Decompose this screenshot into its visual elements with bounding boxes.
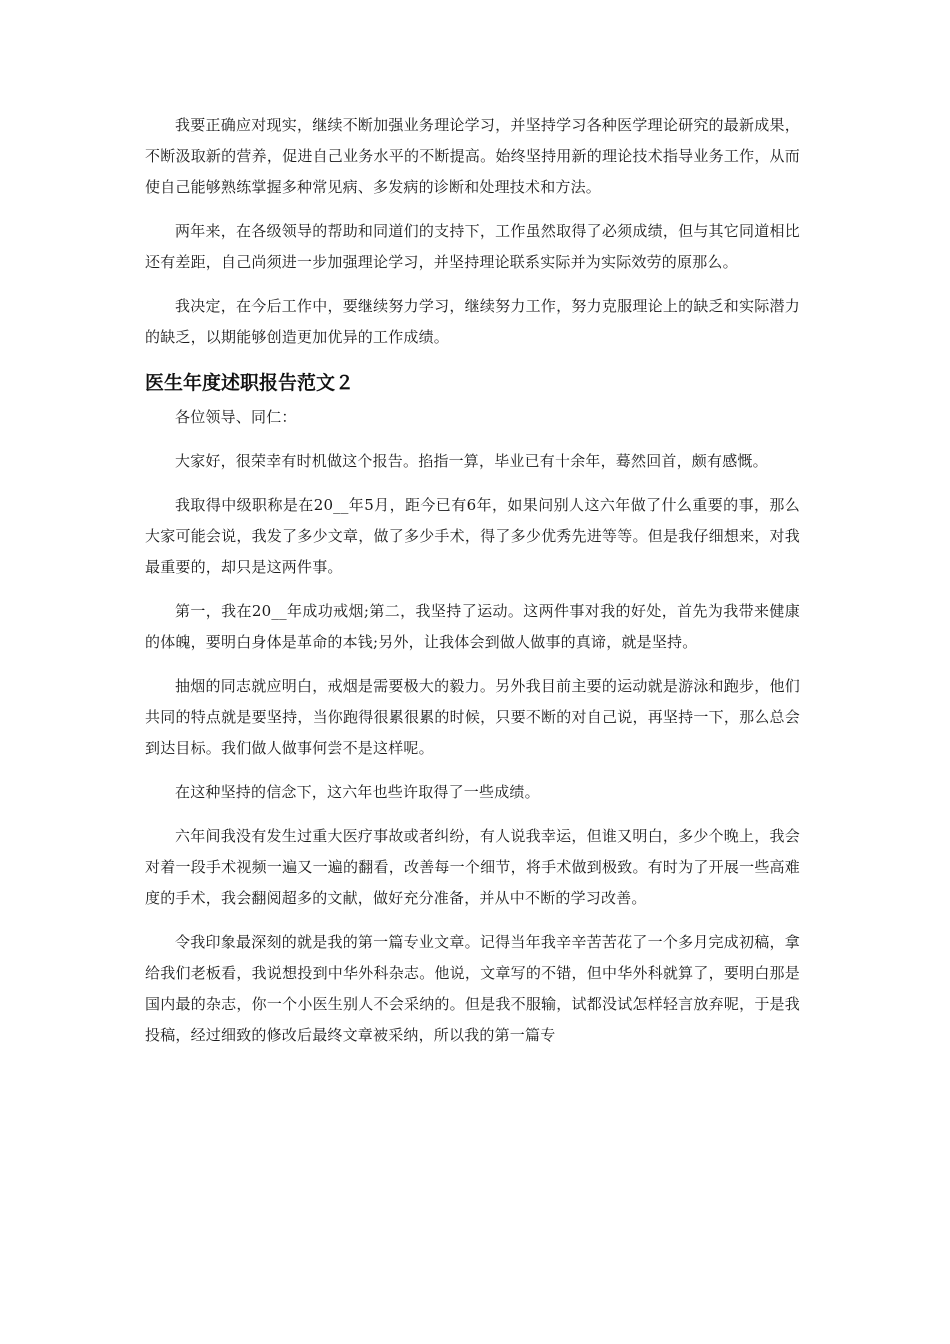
paragraph: 两年来，在各级领导的帮助和同道们的支持下，工作虽然取得了必须成绩，但与其它同道相比还有差距，自己尚须进一步加强理论学习，并坚持理论联系实际并为实际效劳的原那么。 [145, 222, 800, 271]
section-heading: 医生年度述职报告范文２ [145, 372, 355, 394]
document-body [145, 110, 800, 1064]
paragraph: 我要正确应对现实，继续不断加强业务理论学习，并坚持学习各种医学理论研究的最新成果，不断汲取新的营养，促进自己业务水平的不断提高。始终坚持用新的理论技术指导业务工作，从而使自己能够熟练掌握多种常见病、多发病的诊断和处理技术和方法。 [145, 116, 800, 196]
paragraph: 抽烟的同志就应明白，戒烟是需要极大的毅力。另外我目前主要的运动就是游泳和跑步，他们共同的特点就是要坚持，当你跑得很累很累的时候，只要不断的对自己说，再坚持一下，那么总会到达目标。我们做人做事何尝不是这样呢。 [145, 677, 800, 757]
paragraph: 第一，我在20__年成功戒烟;第二，我坚持了运动。这两件事对我的好处，首先为我带来健康的体魄，要明白身体是革命的本钱;另外，让我体会到做人做事的真谛，就是坚持。 [145, 602, 800, 651]
paragraph: 我决定，在今后工作中，要继续努力学习，继续努力工作，努力克服理论上的缺乏和实际潜力的缺乏，以期能够创造更加优异的工作成绩。 [145, 297, 800, 346]
salutation: 各位领导、同仁： [175, 408, 297, 426]
paragraph: 令我印象最深刻的就是我的第一篇专业文章。记得当年我辛辛苦苦花了一个多月完成初稿，拿给我们老板看，我说想投到中华外科杂志。他说，文章写的不错，但中华外科就算了，要明白那是国内最的杂志，你一个小医生别人不会采纳的。但是我不服输，试都没试怎样轻言放弃呢，于是我投稿，经过细致的修改后最终文章被采纳，所以我的第一篇专 [145, 933, 800, 1044]
paragraph: 六年间我没有发生过重大医疗事故或者纠纷，有人说我幸运，但谁又明白，多少个晚上，我会对着一段手术视频一遍又一遍的翻看，改善每一个细节，将手术做到极致。有时为了开展一些高难度的手术，我会翻阅超多的文献，做好充分准备，并从中不断的学习改善。 [145, 827, 800, 907]
paragraph: 在这种坚持的信念下，这六年也些许取得了一些成绩。 [175, 783, 540, 801]
paragraph: 我取得中级职称是在20__年5月，距今已有6年，如果问别人这六年做了什么重要的事，那么大家可能会说，我发了多少文章，做了多少手术，得了多少优秀先进等等。但是我仔细想来，对我最重要的，却只是这两件事。 [145, 496, 800, 576]
paragraph: 大家好，很荣幸有时机做这个报告。掐指一算，毕业已有十余年，蓦然回首，颇有感慨。 [175, 452, 768, 470]
